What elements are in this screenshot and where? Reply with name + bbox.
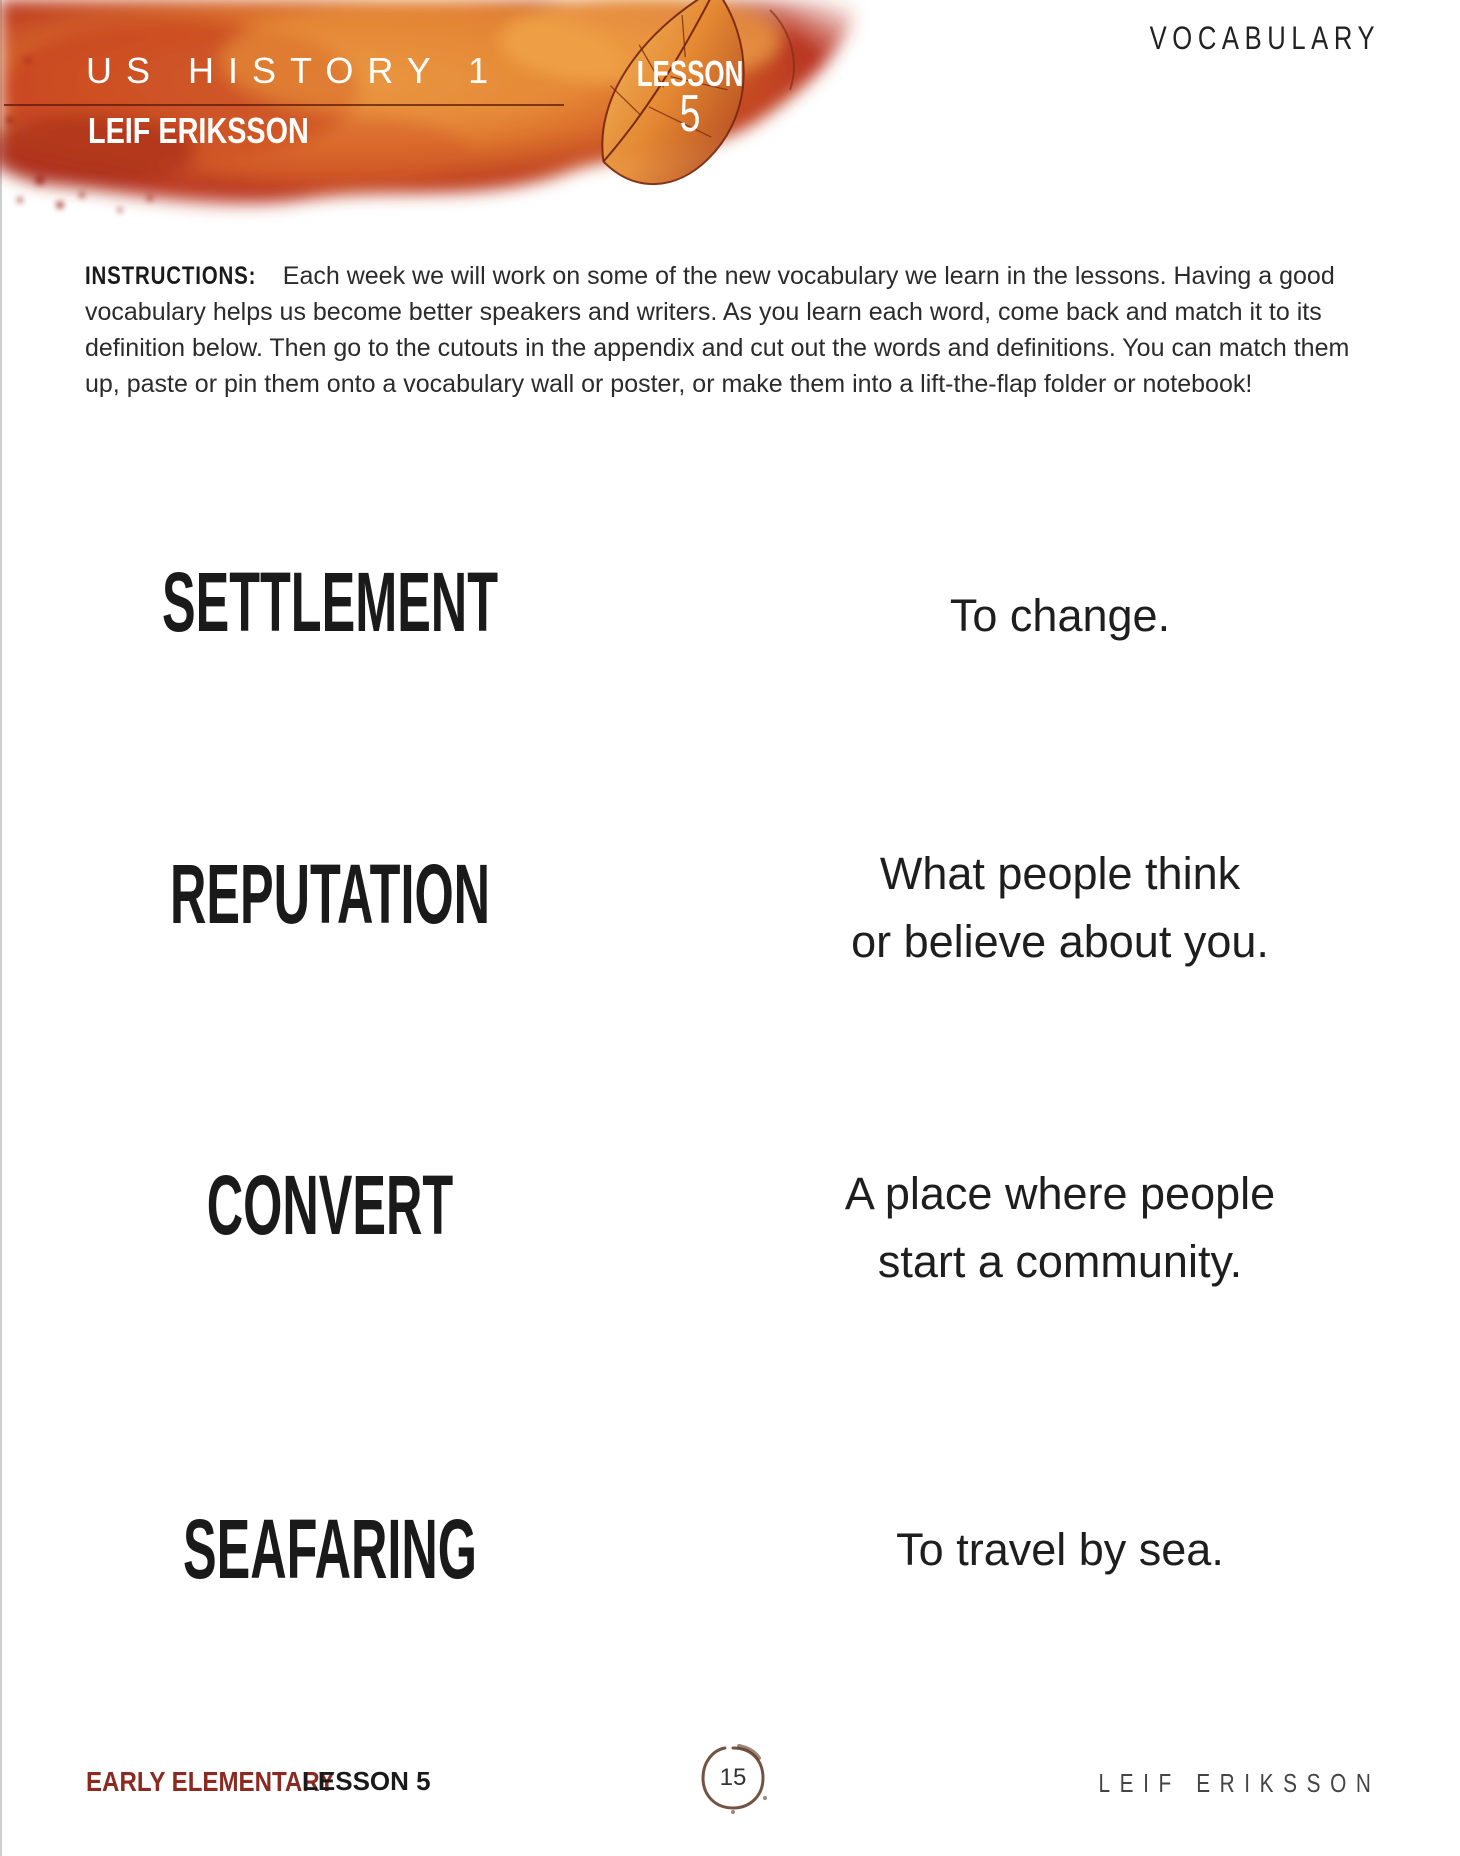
vocab-word-1: SETTLEMENT <box>161 555 498 649</box>
definition-line: What people think <box>879 848 1241 899</box>
footer-topic: LEIF ERIKSSON <box>1098 1768 1380 1798</box>
definition-line: To travel by sea. <box>896 1524 1224 1575</box>
vocab-word-2: REPUTATION <box>169 847 491 941</box>
header-divider <box>4 104 564 106</box>
definition-line: or believe about you. <box>851 916 1269 967</box>
lesson-badge <box>615 53 765 143</box>
vocab-definition-1 <box>780 582 1340 650</box>
definition-line: start a community. <box>877 1236 1243 1287</box>
course-title: US HISTORY 1 <box>86 50 503 91</box>
definition-line: To change. <box>949 590 1171 641</box>
page-number-badge <box>695 1740 771 1816</box>
lesson-badge-label: LESSON <box>636 53 744 94</box>
vocab-word-4: SEAFARING <box>182 1502 478 1596</box>
lesson-subtitle: LEIF ERIKSSON <box>88 110 309 151</box>
instructions-paragraph <box>85 258 1385 402</box>
definition-line: A place where people <box>844 1168 1276 1219</box>
vocab-definition-4 <box>780 1516 1340 1584</box>
vocab-definition-3 <box>780 1160 1340 1296</box>
page-number: 15 <box>719 1764 747 1791</box>
instructions-text: Each week we will work on some of the new vocabulary we learn in the lessons. Having a good vocabulary helps us become better speakers and writers. As you learn each word, come back and match it to its definition below. Then go to the cutouts in the appendix and cut out the words and definitions. You can match them up, paste or pin them onto a vocabulary wall or poster, or make them into a lift-the-flap folder or notebook! <box>85 262 1350 398</box>
vocab-word-3: CONVERT <box>206 1158 454 1252</box>
footer-lesson: LESSON 5 <box>302 1766 431 1796</box>
instructions-label: INSTRUCTIONS: <box>85 262 257 290</box>
lesson-badge-number: 5 <box>679 85 701 143</box>
footer-level: EARLY ELEMENTARY <box>86 1766 335 1797</box>
page-edge-rule <box>0 0 2 1856</box>
vocab-definition-2 <box>780 840 1340 976</box>
section-label: VOCABULARY <box>1149 20 1380 56</box>
